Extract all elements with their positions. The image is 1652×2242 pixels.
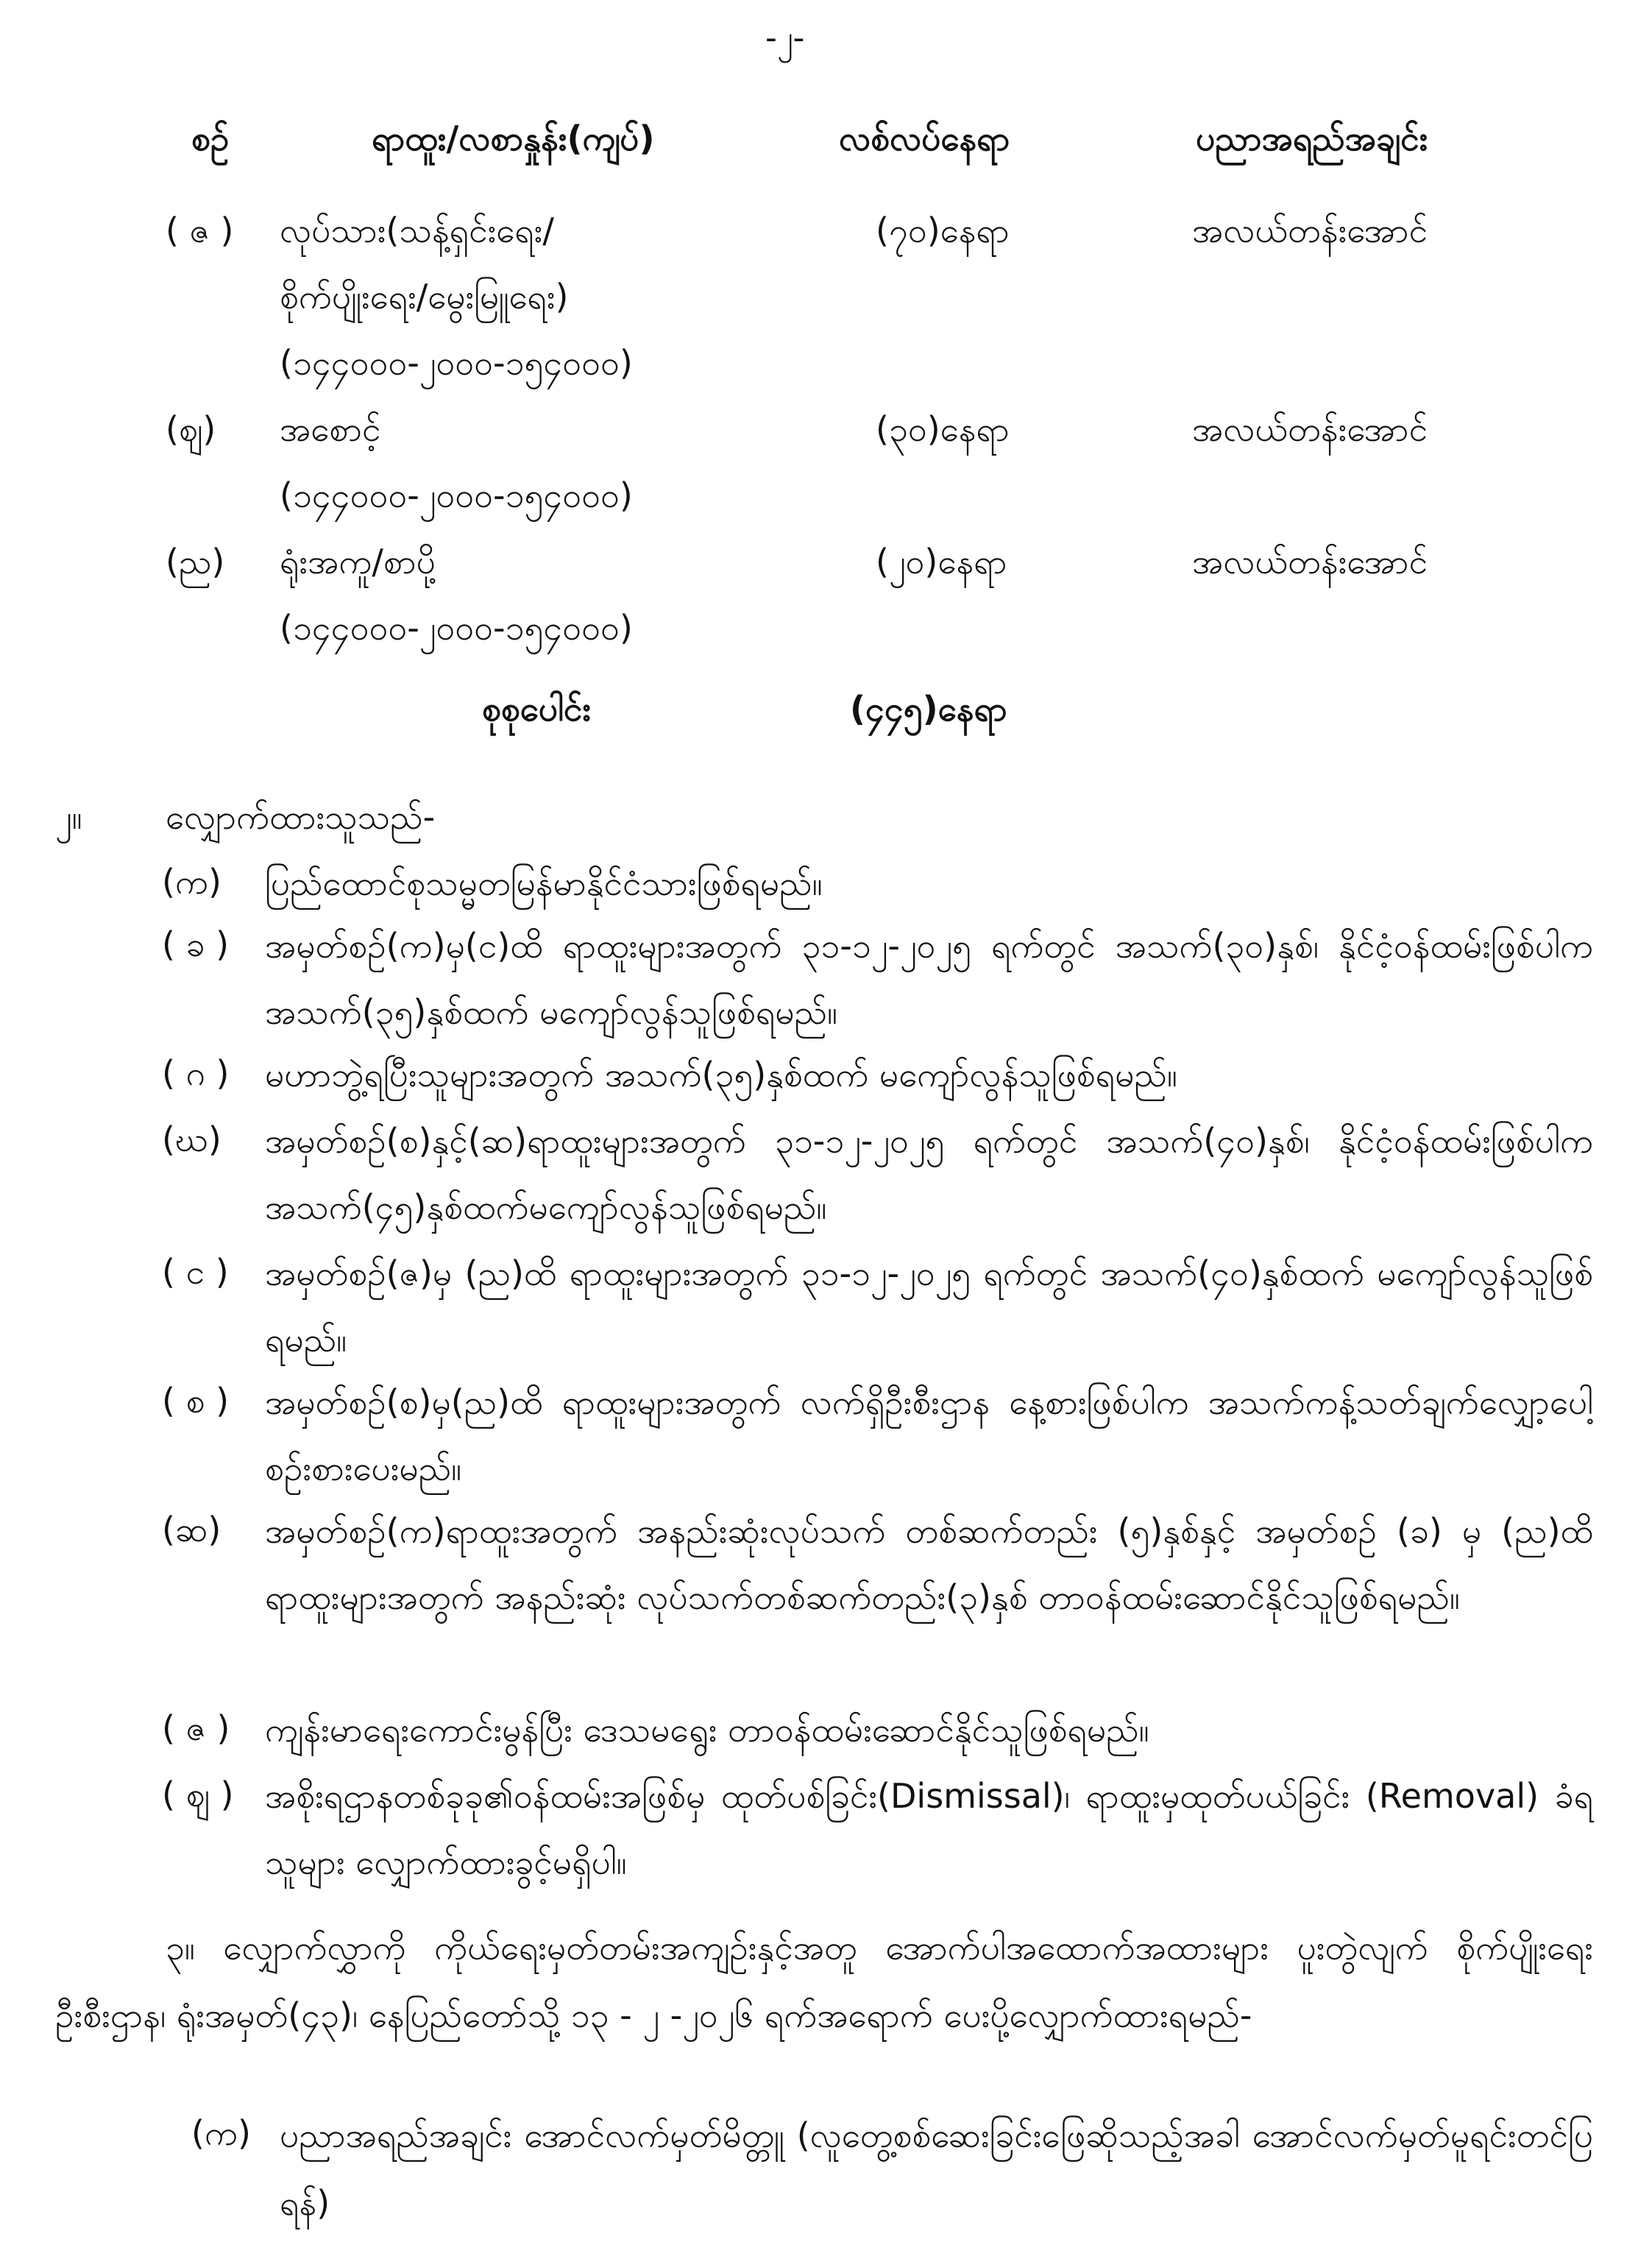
item-text: အမှတ်စဉ်(က)ရာထူးအတွက် အနည်းဆုံးလုပ်သက် တစ်ဆက်တည်း (၅)နှစ်နှင့် အမှတ်စဉ် (ခ) မှ (ည)ထိ ရာထူးများအတွက် အနည်းဆုံး လုပ်သက်တစ်ဆက်တည်း(၃)နှစ် တာဝန်ထမ်းဆောင်နိုင်သူဖြစ်ရမည်။ bbox=[265, 1511, 1593, 1617]
item-text: အမှတ်စဉ်(စ)နှင့်(ဆ)ရာထူးများအတွက် ၃၁-၁၂-၂၀၂၅ ရက်တွင် အသက်(၄၀)နှစ်၊ နိုင်ငံ့ဝန်ထမ်းဖြစ်ပါက အသက်(၄၅)နှစ်ထက်မကျော်လွန်သူဖြစ်ရမည်။ bbox=[265, 1121, 1593, 1227]
item-label: (ဃ) bbox=[162, 1120, 221, 1159]
table-header-education: ပညာအရည်အချင်း bbox=[1196, 119, 1428, 158]
post-title: ရုံးအကူ/စာပို့ bbox=[280, 542, 436, 581]
item-label: ( ဈ ) bbox=[162, 1775, 234, 1814]
item-label: ( ခ ) bbox=[162, 924, 230, 964]
post-title: စိုက်ပျိုးရေး/မွေးမြူရေး) bbox=[280, 277, 569, 317]
item-label: (ဆ) bbox=[162, 1510, 221, 1549]
post-title: လုပ်သား(သန့်ရှင်းရေး/ bbox=[280, 211, 554, 250]
row-number: (ည) bbox=[166, 542, 225, 581]
vacancy-count: (၇၀)နေရာ bbox=[876, 211, 1010, 250]
item-text: အမှတ်စဉ်(စ)မှ(ည)ထိ ရာထူးများအတွက် လက်ရှိဦးစီးဌာန နေ့စားဖြစ်ပါက အသက်ကန့်သတ်ချက်လျှော့ပေါ့စဉ်းစားပေးမည်။ bbox=[265, 1382, 1593, 1488]
section-3-text: ၃။ လျှောက်လွှာကို ကိုယ်ရေးမှတ်တမ်းအကျဉ်းနှင့်အတူ အောက်ပါအထောက်အထားများ ပူးတွဲလျက် စိုက်ပျိုးရေးဦးစီးဌာန၊ ရုံးအမှတ်(၄၃)၊ နေပြည်တော်သို့ ၁၃ - ၂ -၂၀၂၆ ရက်အရောက် ပေးပို့လျှောက်ထားရမည်- bbox=[55, 1928, 1593, 2035]
sub-item-label: (က) bbox=[191, 2113, 251, 2153]
table-header-no: စဉ် bbox=[191, 119, 230, 158]
section-intro: လျှောက်ထားသူသည်- bbox=[166, 797, 436, 837]
page-number: -၂- bbox=[765, 19, 805, 57]
education-requirement: အလယ်တန်းအောင် bbox=[1192, 542, 1428, 581]
education-requirement: အလယ်တန်းအောင် bbox=[1192, 211, 1428, 250]
item-text: အမှတ်စဉ်(ဇ)မှ (ည)ထိ ရာထူးများအတွက် ၃၁-၁၂-၂၀၂၅ ရက်တွင် အသက်(၄၀)နှစ်ထက် မကျော်လွန်သူဖြစ်ရမည်။ bbox=[265, 1253, 1593, 1359]
salary-scale: (၁၄၄၀၀၀-၂၀၀၀-၁၅၄၀၀၀) bbox=[280, 343, 633, 383]
table-header-vacancies: လစ်လပ်နေရာ bbox=[839, 119, 1010, 158]
education-requirement: အလယ်တန်းအောင် bbox=[1192, 409, 1428, 449]
item-text: အစိုးရဌာနတစ်ခုခု၏ဝန်ထမ်းအဖြစ်မှ ထုတ်ပစ်ခြင်း(Dismissal)၊ ရာထူးမှထုတ်ပယ်ခြင်း (Removal) ခံရသူများ လျှောက်ထားခွင့်မရှိပါ။ bbox=[265, 1776, 1593, 1882]
row-number: (ဈ) bbox=[166, 409, 216, 449]
item-label: ( ဂ ) bbox=[162, 1053, 230, 1093]
item-text: မဟာဘွဲ့ရပြီးသူများအတွက် အသက်(၃၅)နှစ်ထက် မကျော်လွန်သူဖြစ်ရမည်။ bbox=[265, 1055, 1177, 1095]
vacancy-count: (၂၀)နေရာ bbox=[876, 542, 1007, 581]
item-text: ကျန်းမာရေးကောင်းမွန်ပြီး ဒေသမရွေး တာဝန်ထမ်းဆောင်နိုင်သူဖြစ်ရမည်။ bbox=[265, 1710, 1149, 1750]
total-label: စုစုပေါင်း bbox=[482, 689, 592, 729]
table-header-post: ရာထူး/လစာနှုန်း(ကျပ်) bbox=[372, 119, 655, 158]
item-text: အမှတ်စဉ်(က)မှ(င)ထိ ရာထူးများအတွက် ၃၁-၁၂-၂၀၂၅ ရက်တွင် အသက်(၃၀)နှစ်၊ နိုင်ငံ့ဝန်ထမ်းဖြစ်ပါက အသက်(၃၅)နှစ်ထက် မကျော်လွန်သူဖြစ်ရမည်။ bbox=[265, 926, 1593, 1032]
row-number: ( ဇ ) bbox=[166, 211, 234, 250]
item-label: ( ဇ ) bbox=[162, 1708, 230, 1748]
post-title: အစောင့် bbox=[280, 409, 381, 449]
item-label: ( စ ) bbox=[162, 1381, 230, 1421]
salary-scale: (၁၄၄၀၀၀-၂၀၀၀-၁၅၄၀၀၀) bbox=[280, 475, 633, 515]
item-label: ( င ) bbox=[162, 1252, 229, 1292]
section-number: ၂။ bbox=[55, 797, 82, 837]
salary-scale: (၁၄၄၀၀၀-၂၀၀၀-၁၅၄၀၀၀) bbox=[280, 608, 633, 648]
sub-item-text: ပညာအရည်အချင်း အောင်လက်မှတ်မိတ္တူ (လူတွေ့စစ်ဆေးခြင်းဖြေဆိုသည့်အခါ အောင်လက်မှတ်မူရင်းတင်ပြရန်) bbox=[280, 2115, 1593, 2223]
vacancy-count: (၃၀)နေရာ bbox=[876, 409, 1010, 449]
total-value: (၄၄၅)နေရာ bbox=[850, 689, 1007, 729]
item-label: (က) bbox=[162, 862, 221, 902]
item-text: ပြည်ထောင်စုသမ္မတမြန်မာနိုင်ငံသားဖြစ်ရမည်။ bbox=[265, 863, 823, 903]
